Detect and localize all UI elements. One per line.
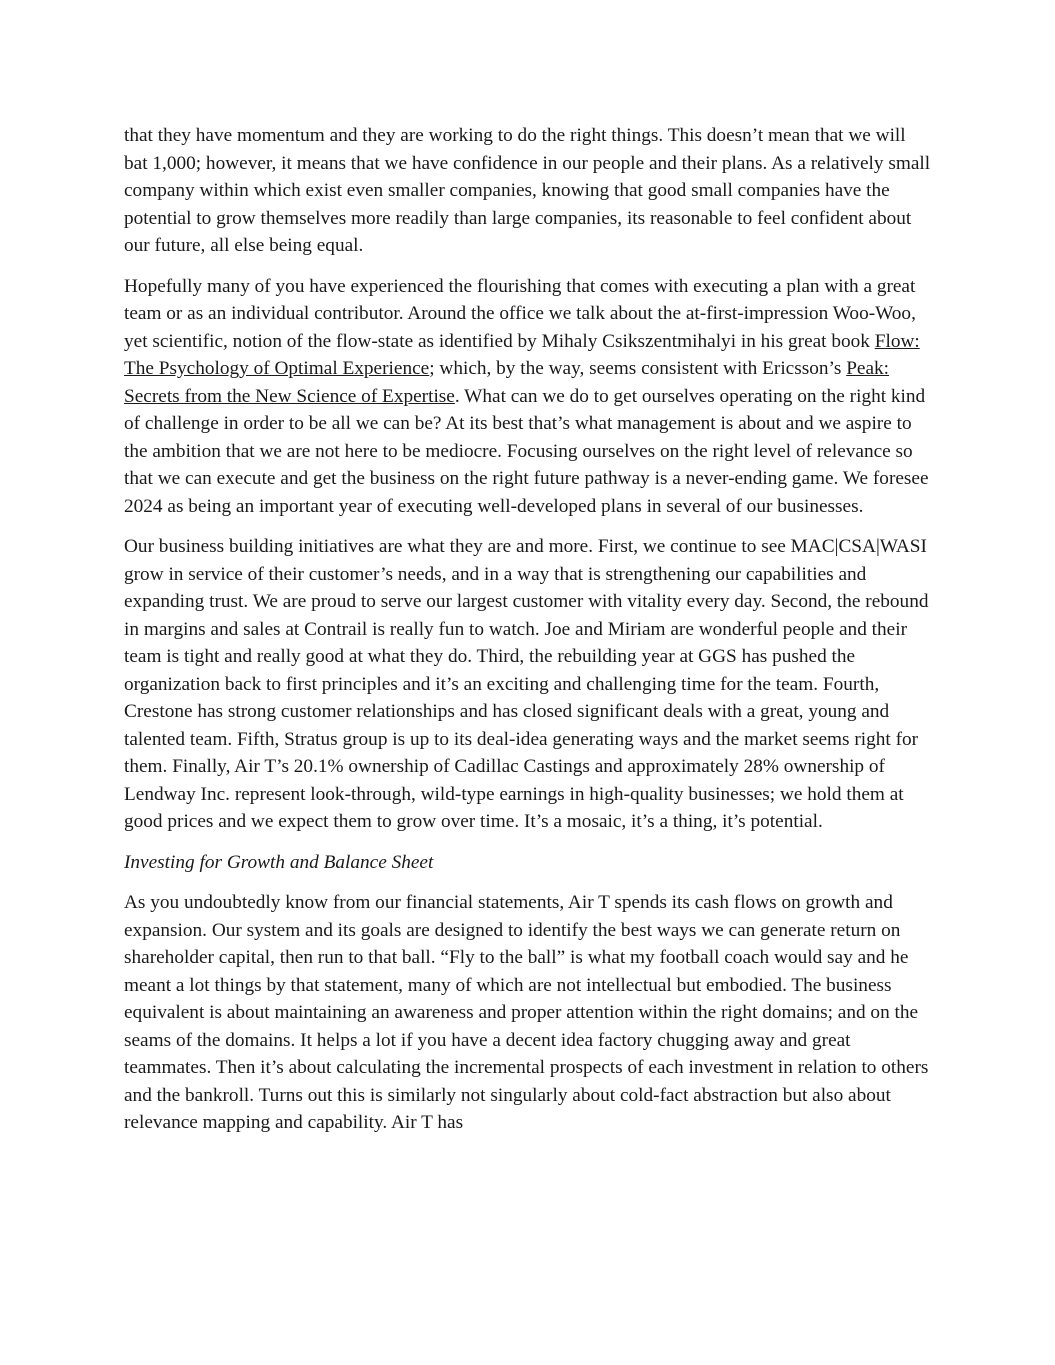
paragraph-flow-text-3: . What can we do to get ourselves operating on the right kind of challenge in order to be all we can be? At its best that’s what management is about and we aspire to the ambition that we are not here to be mediocre. Focusing ourselves on the right level of relevance so that we can execute and get the business on the right future pathway is a never-ending game. We foresee 2024 as being an important year of executing well-developed plans in several of our businesses.: [124, 385, 929, 517]
peak-book-link[interactable]: Peak: Secrets from the New Science of Expertise: [124, 358, 890, 407]
paragraph-flow-state: [124, 273, 932, 521]
paragraph-business-initiatives: Our business building initiatives are what they are and more. First, we continue to see MAC|CSA|WASI grow in service of their customer’s needs, and in a way that is strengthening our capabilities and expanding trust. We are proud to serve our largest customer with vitality every day. Second, the rebound in margins and sales at Contrail is really fun to watch. Joe and Miriam are wonderful people and their team is tight and really good at what they do. Third, the rebuilding year at GGS has pushed the organization back to first principles and it’s an exciting and challenging time for the team. Fourth, Crestone has strong customer relationships and has closed significant deals with a great, young and talented team. Fifth, Stratus group is up to its deal-idea generating ways and the market seems right for them. Finally, Air T’s 20.1% ownership of Cadillac Castings and approximately 28% ownership of Lendway Inc. represent look-through, wild-type earnings in high-quality businesses; we hold them at good prices and we expect them to grow over time. It’s a mosaic, it’s a thing, it’s potential.: [124, 536, 929, 832]
document-page: [124, 122, 932, 1150]
paragraph-flow-text-2: ; which, by the way, seems consistent with Ericsson’s: [429, 358, 847, 379]
paragraph-momentum: that they have momentum and they are working to do the right things. This doesn’t mean that we will bat 1,000; however, it means that we have confidence in our people and their plans. As a relatively small company within which exist even smaller companies, knowing that good small companies have the potential to grow themselves more readily than large companies, its reasonable to feel confident about our future, all else being equal.: [124, 125, 931, 256]
paragraph-flow-text-1: Hopefully many of you have experienced the flourishing that comes with executing a plan with a great team or as an individual contributor. Around the office we talk about the at-first-impression Woo-Woo, yet scientific, notion of the flow-state as identified by Mihaly Csikszentmihalyi in his great book: [124, 275, 916, 352]
section-heading: Investing for Growth and Balance Sheet: [124, 851, 434, 873]
flow-book-link[interactable]: Flow: The Psychology of Optimal Experience: [124, 330, 920, 379]
paragraph-investing-growth: As you undoubtedly know from our financial statements, Air T spends its cash flows on growth and expansion. Our system and its goals are designed to identify the best ways we can generate return on shareholder capital, then run to that ball. “Fly to the ball” is what my football coach would say and he meant a lot things by that statement, many of which are not intellectual but embodied. The business equivalent is about maintaining an awareness and proper attention within the right domains; and on the seams of the domains. It helps a lot if you have a decent idea factory chugging away and great teammates. Then it’s about calculating the incremental prospects of each investment in relation to others and the bankroll. Turns out this is similarly not singularly about cold-fact abstraction but also about relevance mapping and capability. Air T has: [124, 892, 929, 1133]
